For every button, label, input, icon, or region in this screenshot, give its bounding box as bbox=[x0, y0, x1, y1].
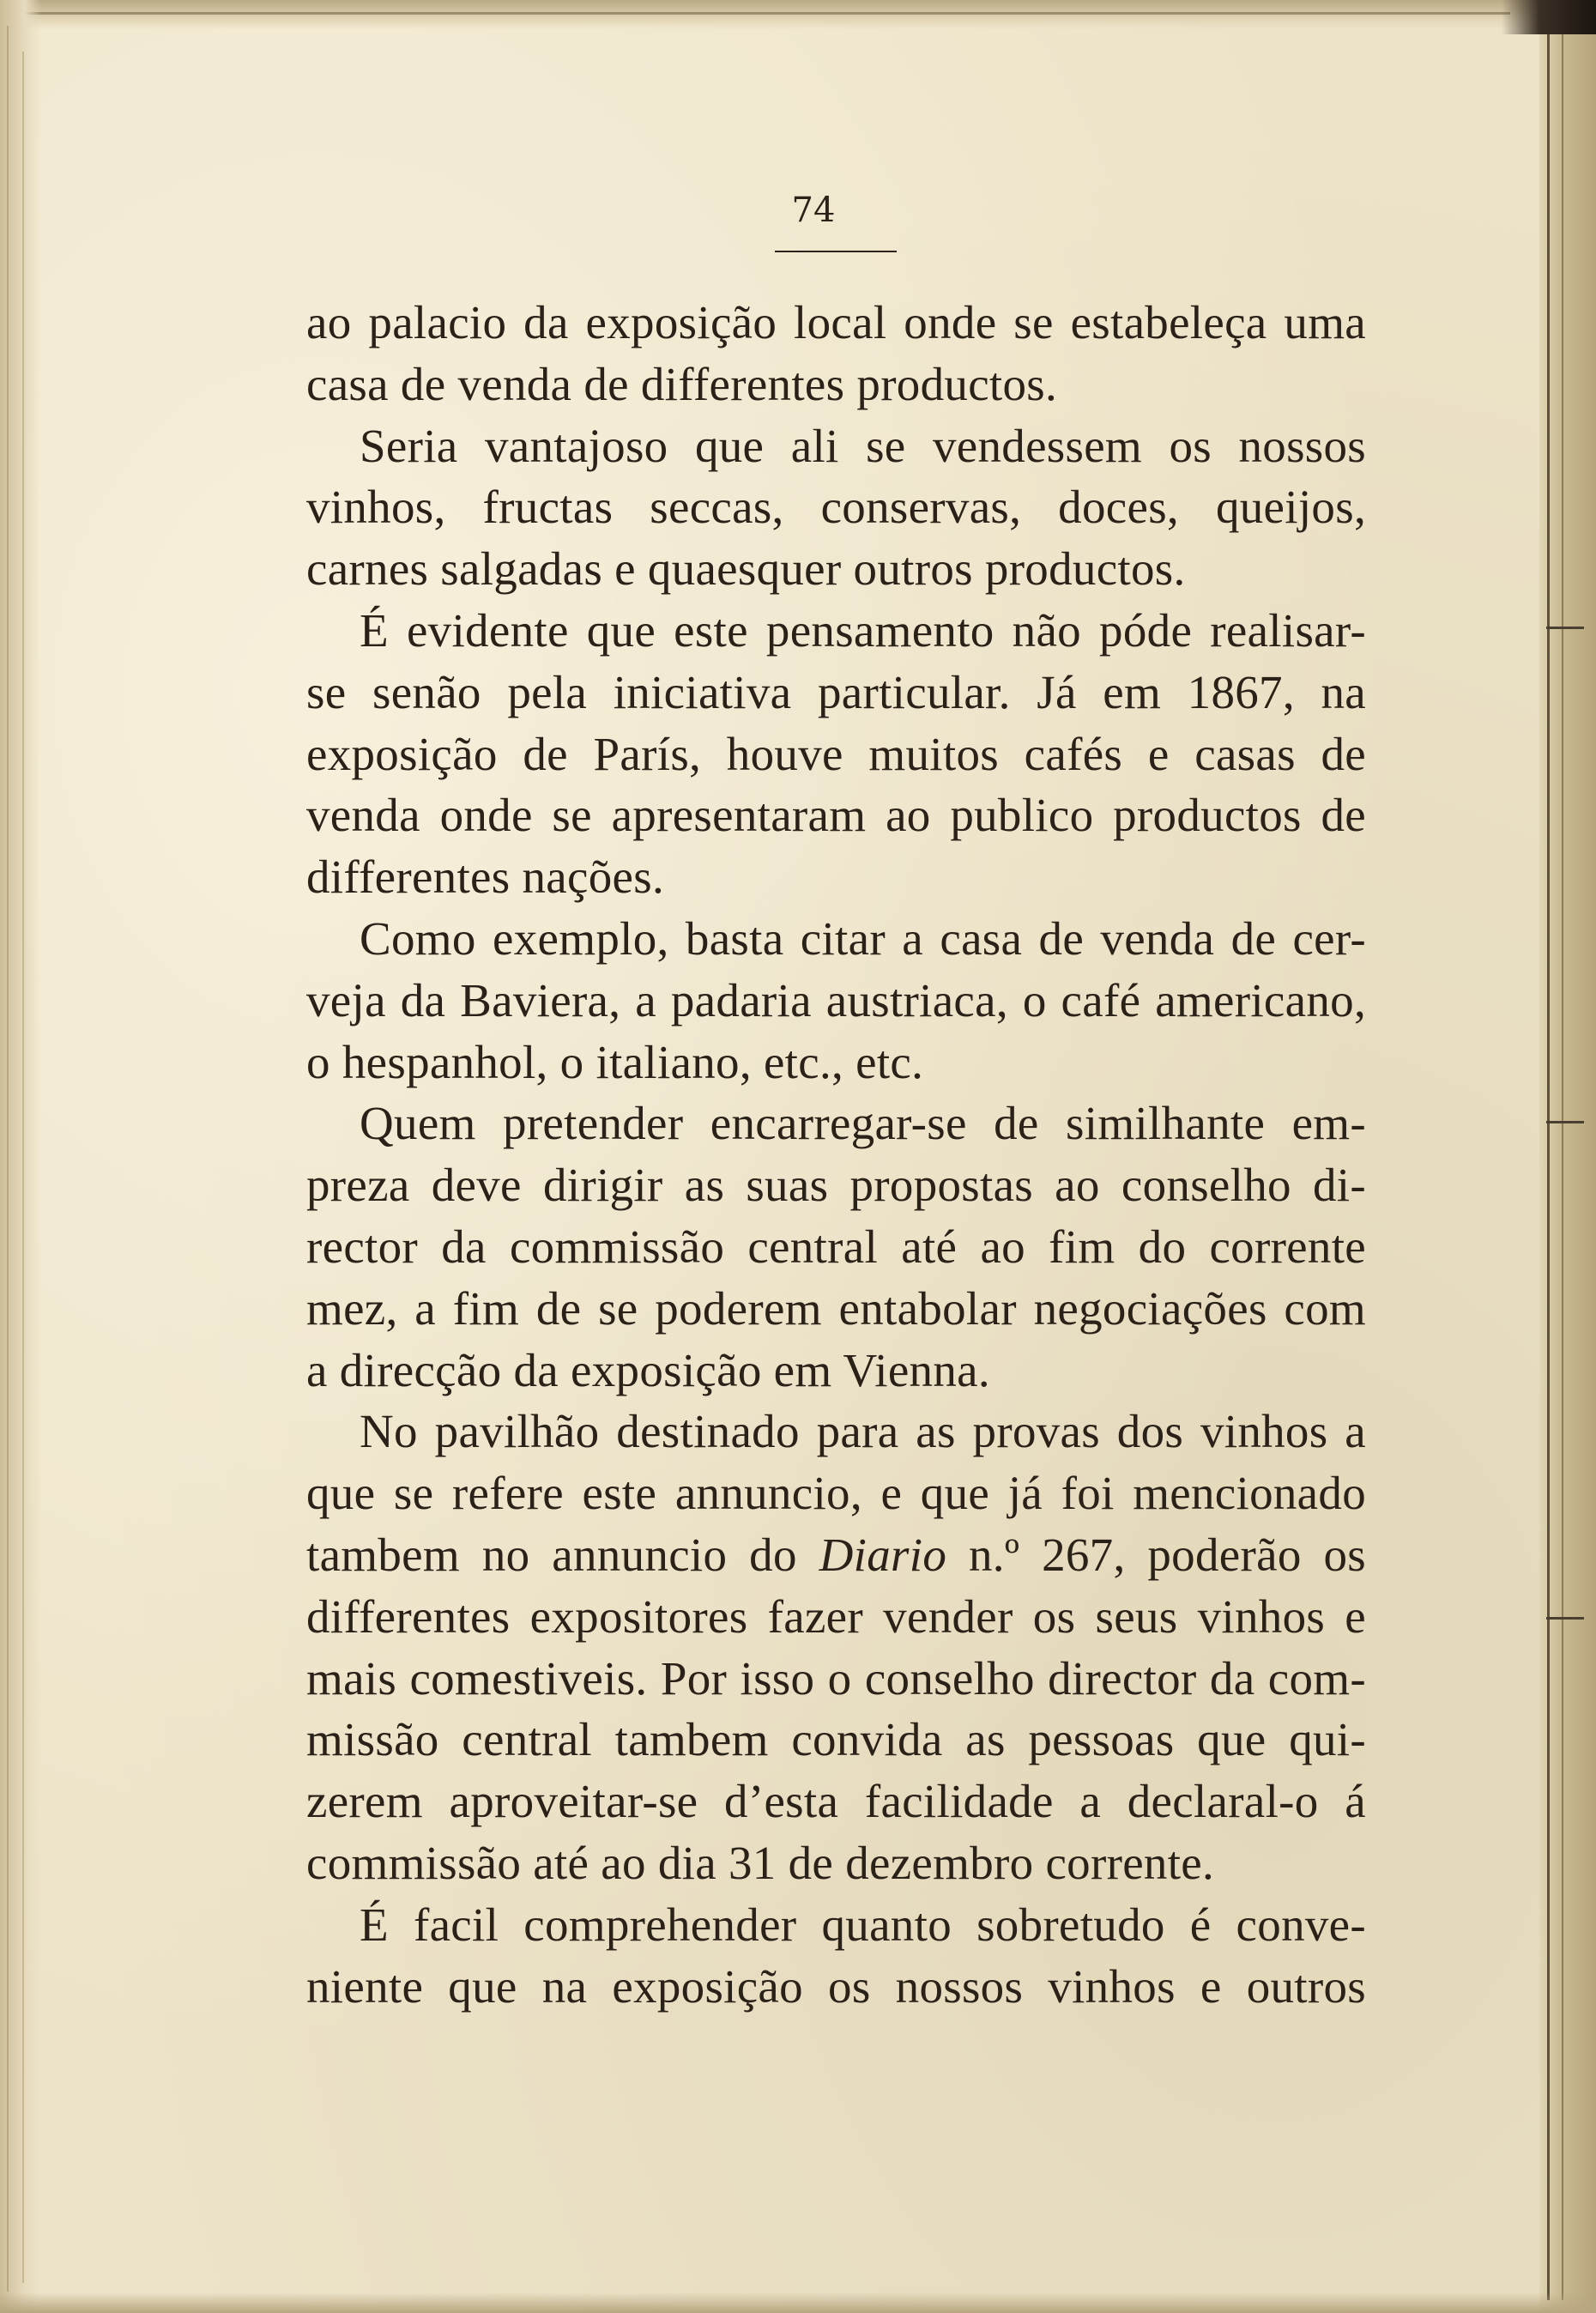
page-top-edge bbox=[0, 0, 1596, 29]
text-line: a direcção da exposição em Vienna. bbox=[306, 1343, 990, 1396]
text-line: mais comestiveis. Por isso o conselho director da com- bbox=[306, 1651, 1366, 1704]
text-line: É facil comprehender quanto sobretudo é conve- bbox=[360, 1898, 1366, 1951]
page-number bbox=[0, 191, 1596, 230]
text-line: No pavilhão destinado para as provas dos vinhos a bbox=[360, 1405, 1366, 1458]
text-line: Quem pretender encarregar-se de similhante em- bbox=[360, 1097, 1366, 1150]
text-line: differentes expositores fazer vender os seus vinhos e bbox=[306, 1589, 1366, 1643]
page-corner-shadow bbox=[1502, 0, 1596, 34]
text-line: casa de venda de differentes productos. bbox=[306, 357, 1058, 410]
text-line: vinhos, fructas seccas, conservas, doces, queijos, bbox=[306, 481, 1366, 534]
page-edge-tick bbox=[1546, 1121, 1584, 1123]
page-left-line bbox=[7, 26, 9, 2292]
text-line: exposição de París, houve muitos cafés e casas de bbox=[306, 727, 1366, 780]
page-top-line bbox=[0, 12, 1510, 15]
page-edge-tick bbox=[1546, 627, 1584, 629]
page-right-line-inner bbox=[1562, 26, 1563, 2300]
text-line-segment: tambem no annuncio do bbox=[306, 1528, 819, 1581]
text-line: Como exemplo, basta citar a casa de venda de cer- bbox=[360, 911, 1366, 965]
text-line: rector da commissão central até ao fim do corrente bbox=[306, 1220, 1366, 1273]
text-line: veja da Baviera, a padaria austriaca, o café americano, bbox=[306, 973, 1366, 1026]
text-line: differentes nações. bbox=[306, 851, 664, 904]
page-bottom-edge bbox=[0, 2292, 1596, 2313]
text-line: o hespanhol, o italiano, etc., etc. bbox=[306, 1035, 924, 1088]
page-left-line-inner bbox=[22, 51, 24, 2283]
text-line: ao palacio da exposição local onde se estabeleça uma bbox=[306, 296, 1366, 348]
text-line: venda onde se apresentaram ao publico productos de bbox=[306, 789, 1366, 842]
text-line: zerem aproveitar-se d’esta facilidade a declaral-o á bbox=[306, 1775, 1366, 1828]
body-text bbox=[306, 292, 1366, 2017]
text-line: missão central tambem convida as pessoas que qui- bbox=[306, 1713, 1366, 1766]
page-edge-tick bbox=[1546, 1617, 1584, 1620]
text-line: É evidente que este pensamento não póde realisar- bbox=[360, 603, 1366, 657]
page-number-rule bbox=[775, 251, 897, 252]
text-line bbox=[306, 1524, 1366, 1586]
italic-title: Diario bbox=[819, 1528, 947, 1581]
text-line: se senão pela iniciativa particular. Já em 1867, na bbox=[306, 665, 1366, 718]
text-line-segment: n.º 267, poderão os bbox=[946, 1528, 1366, 1581]
text-line: commissão até ao dia 31 de dezembro corrente. bbox=[306, 1836, 1215, 1889]
text-line: mez, a fim de se poderem entabolar negociações com bbox=[306, 1281, 1366, 1335]
text-line: que se refere este annuncio, e que já foi mencionado bbox=[306, 1467, 1366, 1520]
text-line: preza deve dirigir as suas propostas ao conselho di- bbox=[306, 1159, 1366, 1212]
text-line: Seria vantajoso que ali se vendessem os nossos bbox=[360, 419, 1366, 472]
text-line: niente que na exposição os nossos vinhos e outros bbox=[306, 1959, 1366, 2013]
page-number-text: 74 bbox=[791, 191, 836, 230]
text-line: carnes salgadas e quaesquer outros productos. bbox=[306, 542, 1186, 596]
page-right-line bbox=[1547, 26, 1550, 2300]
